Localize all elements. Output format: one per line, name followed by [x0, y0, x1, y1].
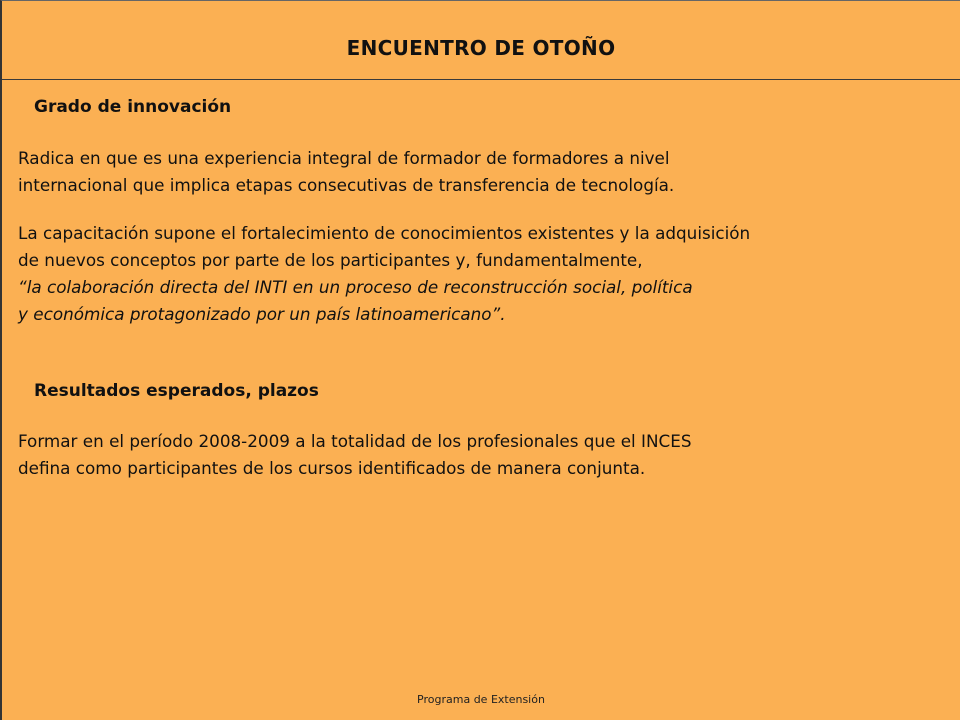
paragraph-line: defina como participantes de los cursos identificados de manera conjunta.	[18, 458, 646, 478]
quote-line: y económica protagonizado por un país latinoamericano”.	[18, 304, 506, 324]
paragraph-line: internacional que implica etapas consecutivas de transferencia de tecnología.	[18, 175, 675, 195]
section-heading-results: Resultados esperados, plazos	[34, 381, 319, 401]
quote-line: “la colaboración directa del INTI en un proceso de reconstrucción social, política	[18, 277, 693, 297]
slide-title: ENCUENTRO DE OTOÑO	[346, 36, 616, 60]
paragraph-results	[18, 428, 948, 482]
paragraph-line: Radica en que es una experiencia integral de formador de formadores a nivel	[18, 148, 670, 168]
paragraph-innovation-1	[18, 145, 948, 199]
paragraph-line: Formar en el período 2008-2009 a la totalidad de los profesionales que el INCES	[18, 431, 692, 451]
section-heading-innovation: Grado de innovación	[34, 97, 232, 117]
footer-label: Programa de Extensión	[417, 693, 545, 706]
paragraph-line: La capacitación supone el fortalecimiento de conocimientos existentes y la adquisición	[18, 223, 751, 243]
title-bar	[2, 1, 960, 80]
paragraph-innovation-2	[18, 220, 948, 328]
paragraph-line: de nuevos conceptos por parte de los participantes y, fundamentalmente,	[18, 250, 643, 270]
